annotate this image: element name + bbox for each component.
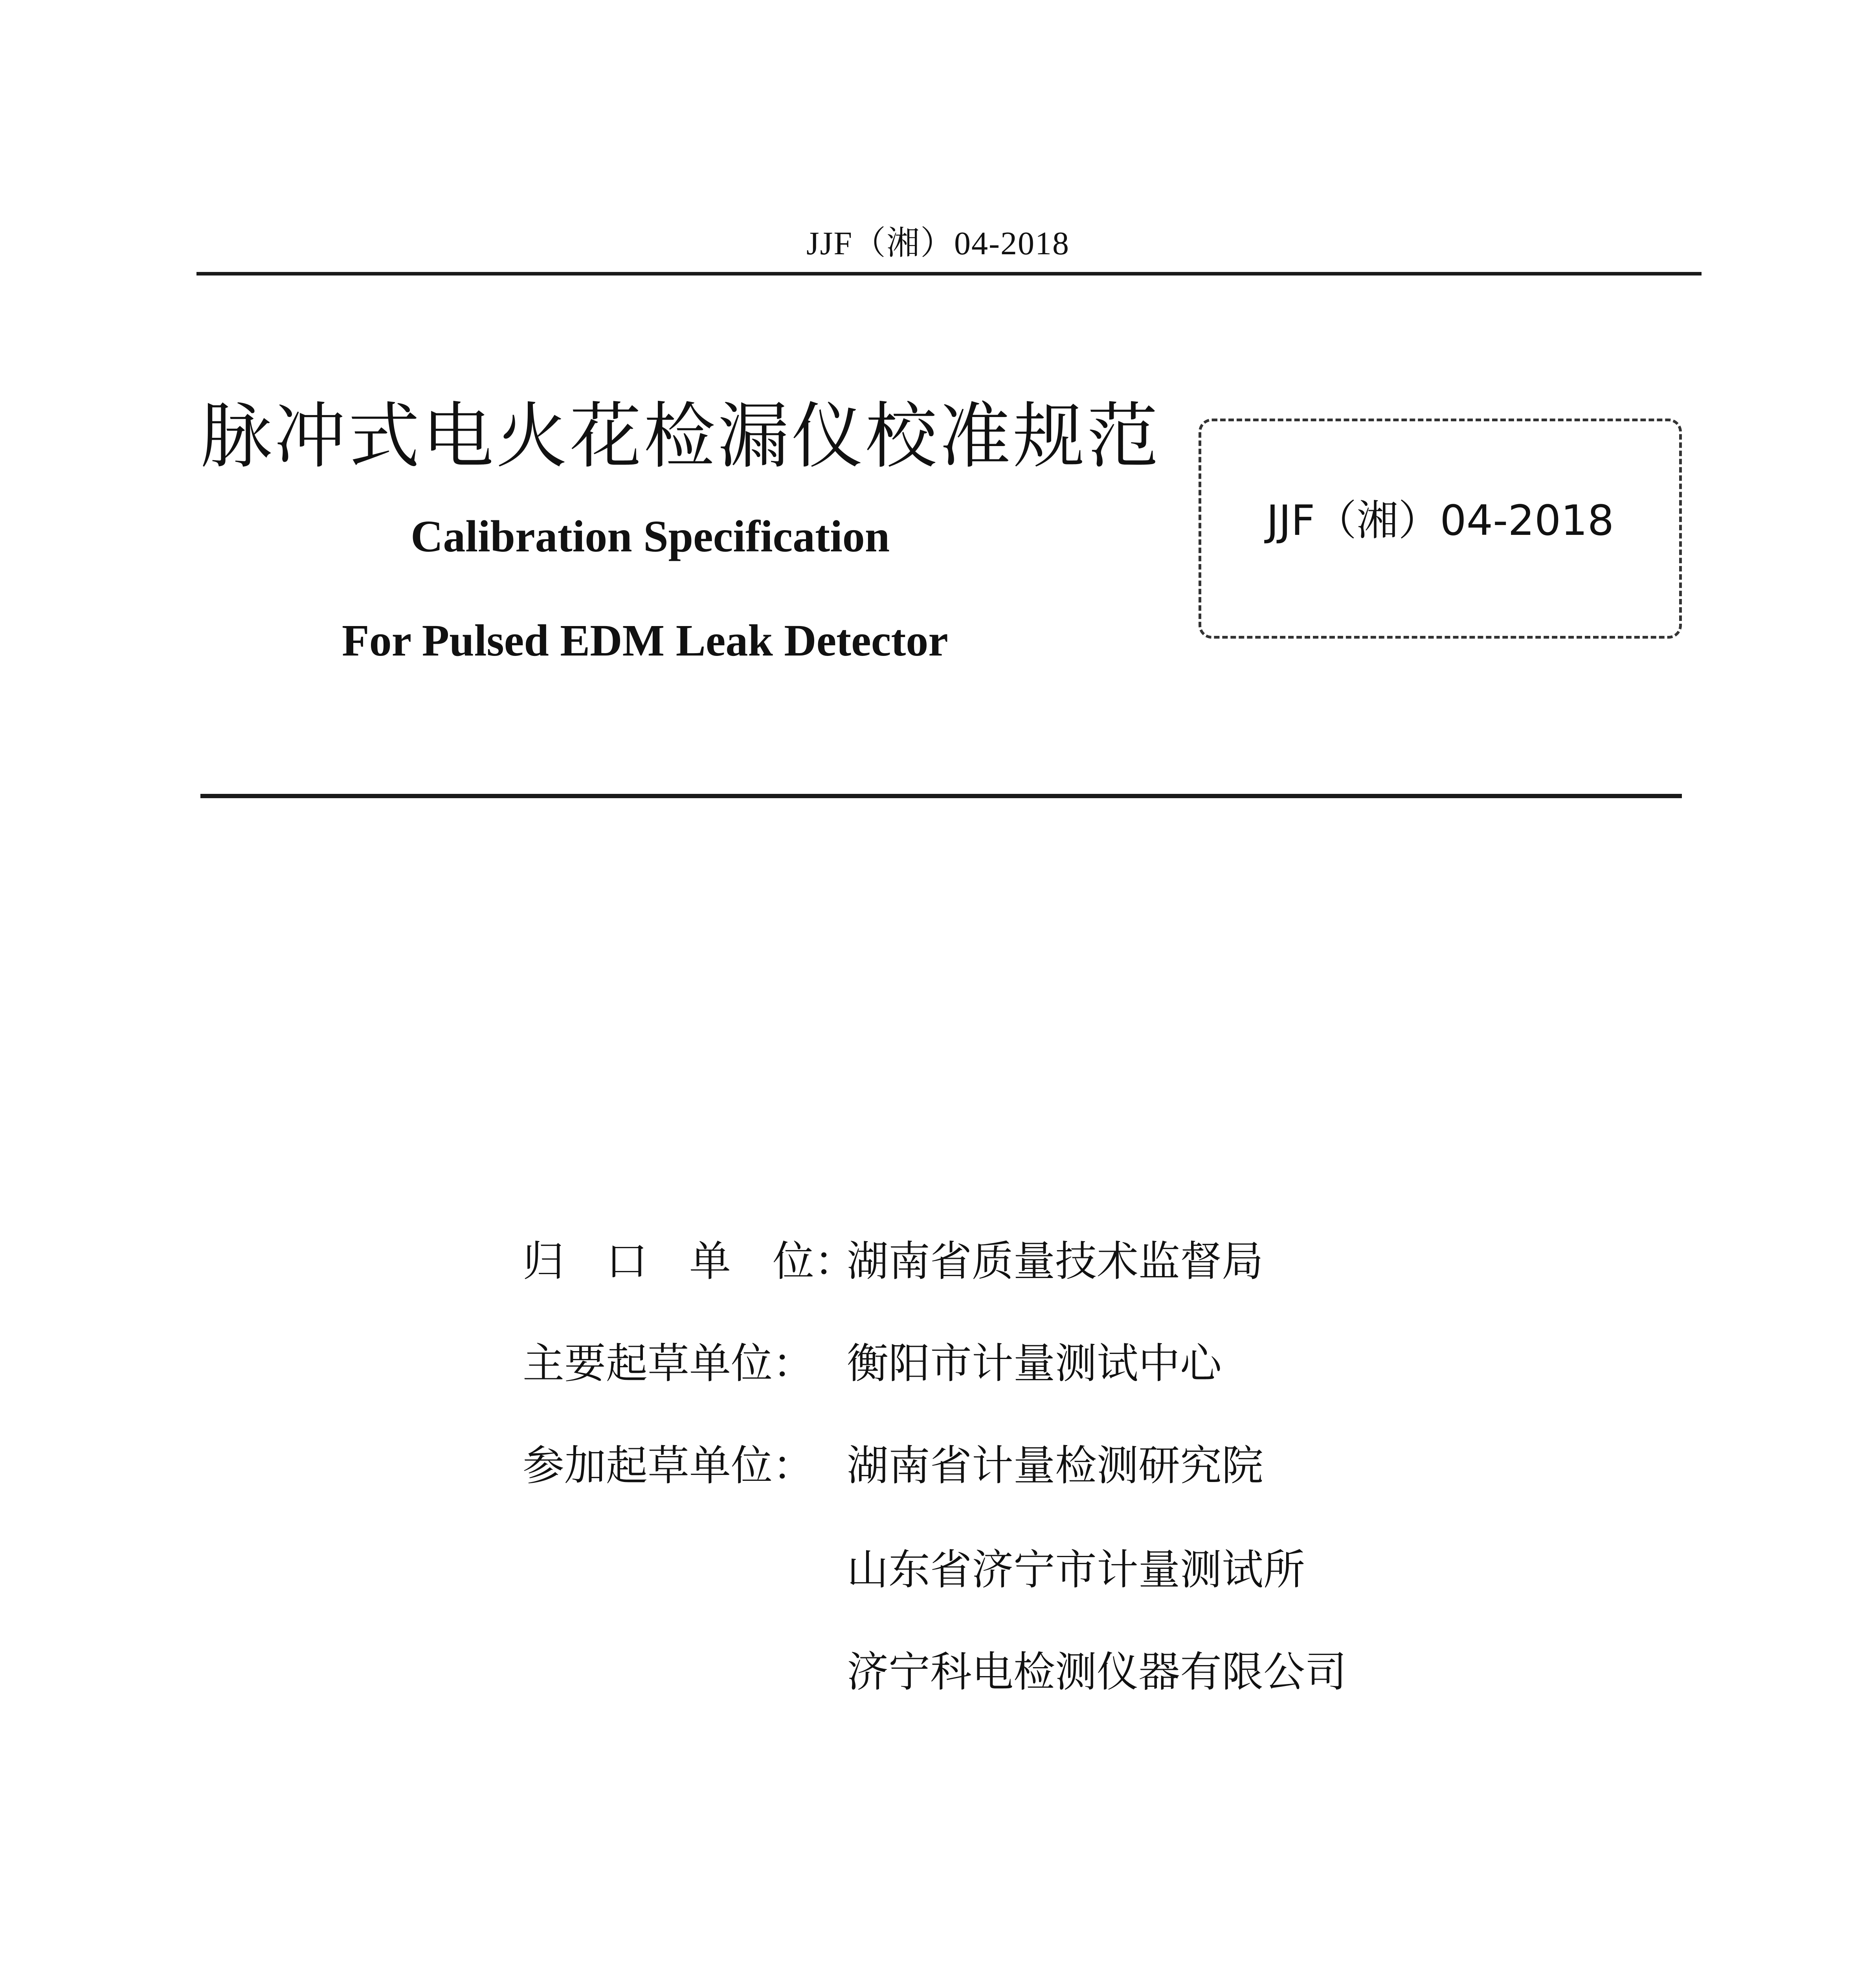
header-standard-code: JJF（湘）04-2018 [806,225,1070,262]
org-value-co-drafter-3: 济宁科电检测仪器有限公司 [847,1648,1347,1696]
document-title-chinese: 脉冲式电火花检漏仪校准规范 [200,395,1161,478]
org-value-co-drafter-2: 山东省济宁市计量测试所 [847,1546,1305,1594]
document-title-english-line1: Calibration Specification [411,511,890,561]
header-divider [196,272,1702,275]
org-label-centralized: 归 口 单 位： [523,1237,856,1286]
title-divider [200,794,1682,798]
org-value-co-drafter-1: 湖南省计量检测研究院 [847,1442,1263,1490]
org-value-centralized: 湖南省质量技术监督局 [847,1237,1263,1286]
standard-code-box-text: JJF（湘）04-2018 [1266,496,1614,545]
org-label-main-drafter: 主要起草单位： [523,1339,814,1388]
org-label-co-drafters: 参加起草单位： [523,1442,814,1490]
document-title-english-line2: For Pulsed EDM Leak Detector [342,615,948,665]
org-value-main-drafter: 衡阳市计量测试中心 [847,1339,1222,1388]
